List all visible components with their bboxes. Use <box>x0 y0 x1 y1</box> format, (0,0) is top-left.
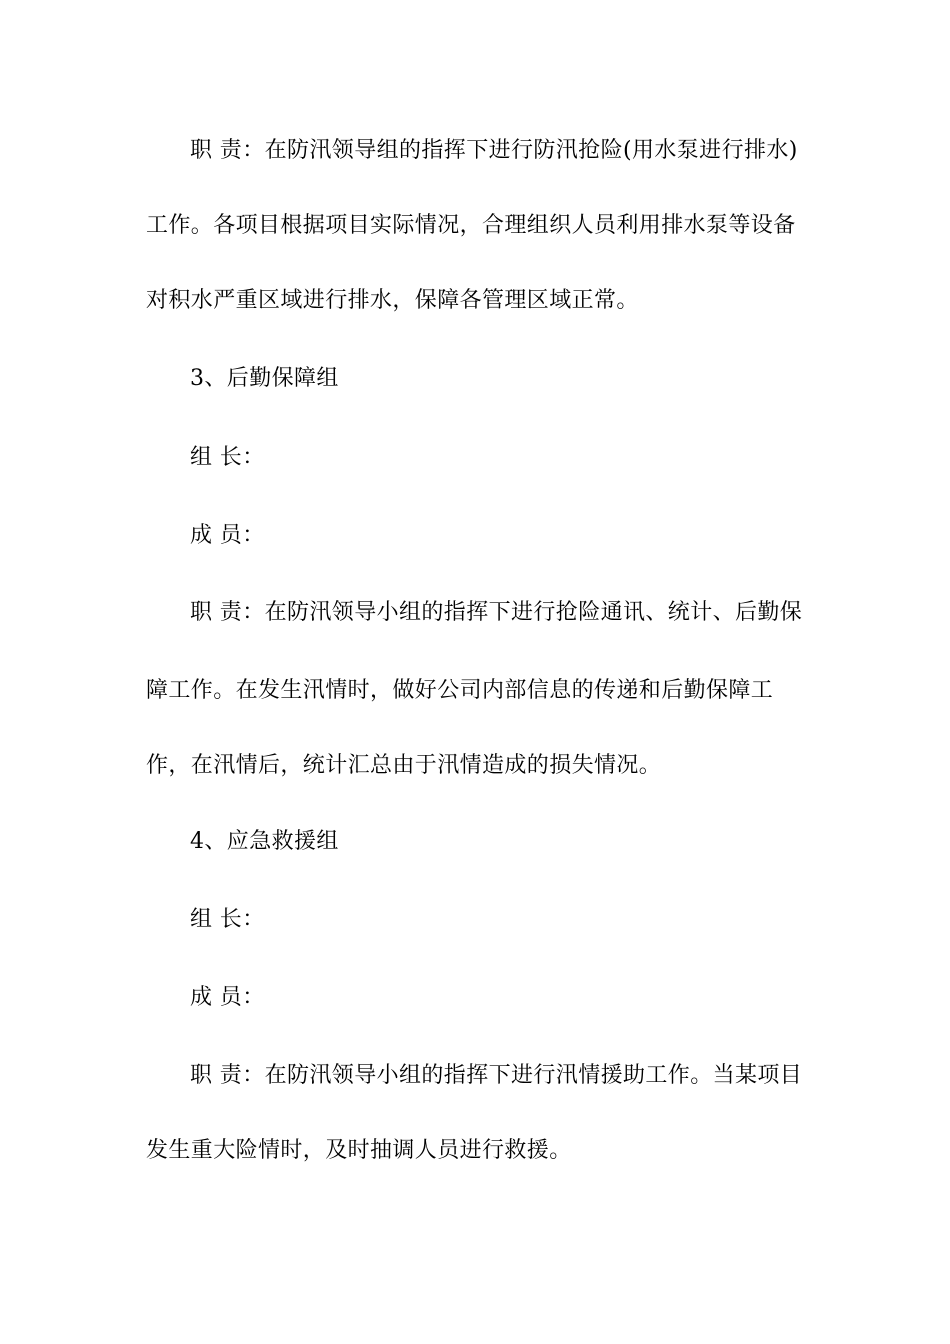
section-heading-emergency-rescue: 4、应急救援组 <box>190 829 339 854</box>
rescue-members-label: 成 员： <box>190 985 265 1010</box>
logistics-leader-label: 组 长： <box>190 445 265 470</box>
paragraph-duty-flood-rescue-line-1: 职 责：在防汛领导组的指挥下进行防汛抢险(用水泵进行排水) <box>190 138 798 163</box>
paragraph-duty-logistics-line-3: 作，在汛情后，统计汇总由于汛情造成的损失情况。 <box>146 753 662 778</box>
paragraph-duty-flood-rescue-line-2: 工作。各项目根据项目实际情况，合理组织人员利用排水泵等设备 <box>146 213 796 238</box>
paragraph-duty-flood-rescue-line-3: 对积水严重区域进行排水，保障各管理区域正常。 <box>146 288 639 313</box>
logistics-members-label: 成 员： <box>190 523 265 548</box>
paragraph-duty-rescue-line-2: 发生重大险情时，及时抽调人员进行救援。 <box>146 1138 572 1163</box>
paragraph-duty-logistics-line-2: 障工作。在发生汛情时，做好公司内部信息的传递和后勤保障工 <box>146 678 774 703</box>
paragraph-duty-rescue-line-1: 职 责：在防汛领导小组的指挥下进行汛情援助工作。当某项目 <box>190 1063 803 1088</box>
paragraph-duty-logistics-line-1: 职 责：在防汛领导小组的指挥下进行抢险通讯、统计、后勤保 <box>190 600 803 625</box>
section-heading-logistics: 3、后勤保障组 <box>190 366 339 391</box>
rescue-leader-label: 组 长： <box>190 907 265 932</box>
